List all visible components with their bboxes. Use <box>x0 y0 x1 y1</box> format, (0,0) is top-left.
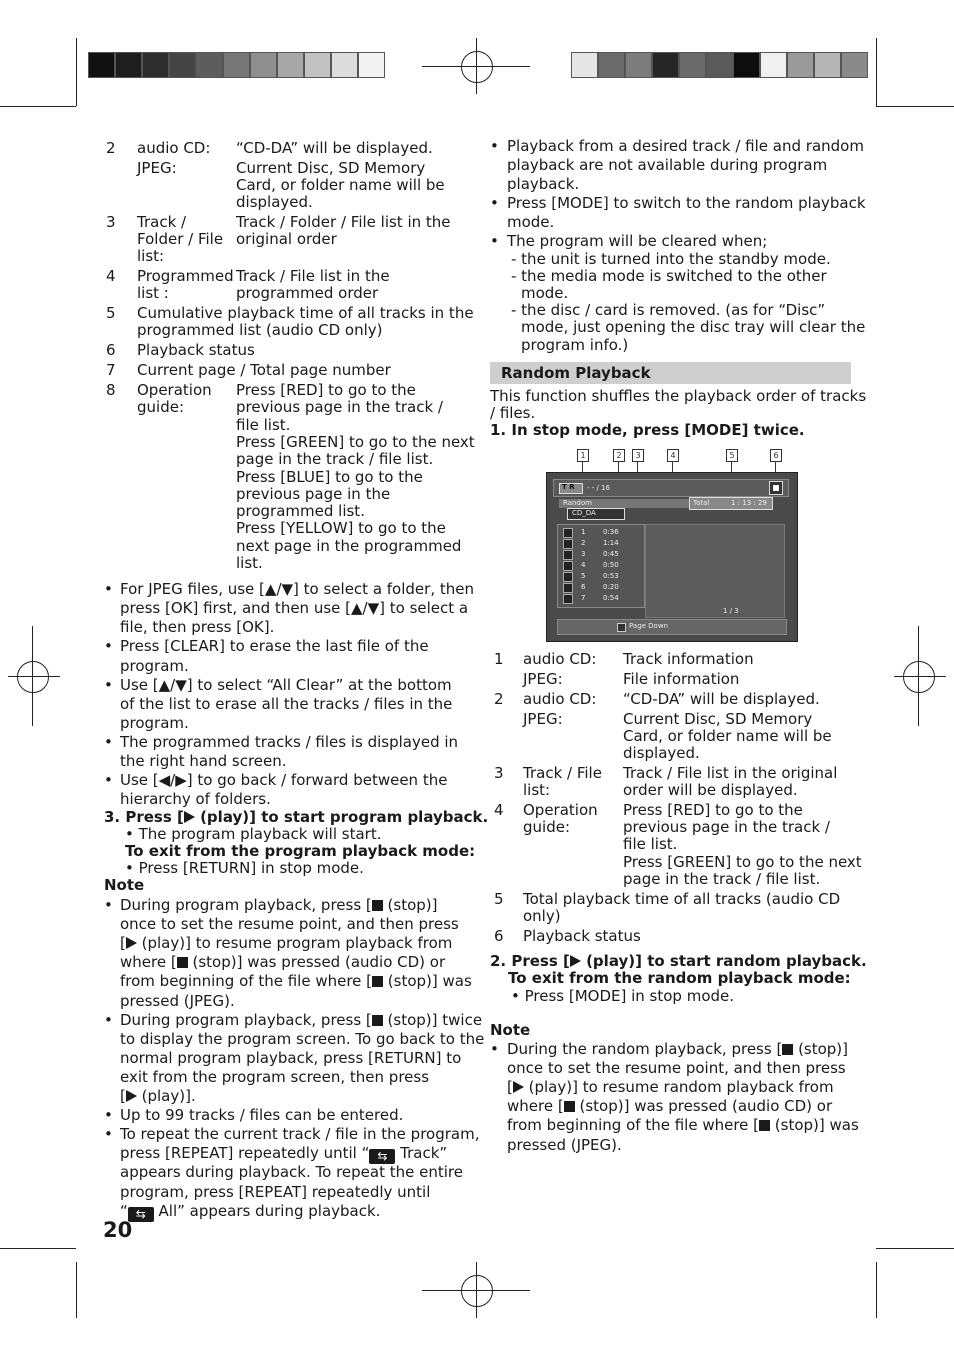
note-text: pressed (JPEG). <box>507 1135 622 1154</box>
note-text: During the random playback, press [ <box>507 1040 783 1058</box>
osd-screen <box>546 472 798 642</box>
registration-mark <box>461 1275 493 1307</box>
note-text: (play)]. <box>136 1087 196 1105</box>
stop-icon <box>564 1101 575 1112</box>
bullet-text: - the unit is turned into the standby mode. <box>511 250 831 268</box>
osd-page-down: Page Down <box>629 622 669 630</box>
color-swatch <box>787 52 814 78</box>
exit-random-title: To exit from the random playback mode: <box>508 969 851 987</box>
list-term: JPEG: <box>137 159 177 177</box>
color-swatch <box>652 52 679 78</box>
list-desc: Card, or folder name will be <box>623 727 832 745</box>
list-text: Playback status <box>137 341 255 359</box>
crop-mark <box>0 1248 76 1249</box>
osd-track-time: 0:53 <box>603 572 619 580</box>
intro-text: / files. <box>490 404 536 422</box>
section-title: Random Playback <box>501 364 651 382</box>
bullet-text: The programmed tracks / files is displayed in <box>120 733 459 751</box>
repeat-icon: ⇆ <box>369 1149 395 1164</box>
list-desc: Press [BLUE] to go to the <box>236 467 423 486</box>
list-desc: Press [GREEN] to go to the next <box>623 853 862 871</box>
stop-icon <box>773 485 779 491</box>
color-swatch <box>88 52 115 78</box>
track-icon <box>563 528 573 538</box>
list-term: list: <box>137 247 165 265</box>
stop-icon <box>372 900 383 911</box>
note-text: (stop)] was <box>770 1116 859 1135</box>
crop-mark <box>876 1248 954 1249</box>
color-swatch <box>625 52 652 78</box>
note-line <box>120 1106 403 1124</box>
track-icon <box>563 583 573 593</box>
list-term: Folder / File <box>137 230 224 248</box>
list-desc: “CD-DA” will be displayed. <box>236 139 433 157</box>
bullet-text: file, then press [OK]. <box>120 618 275 636</box>
list-desc: File information <box>623 670 740 688</box>
exit-program-title: To exit from the program playback mode: <box>125 842 476 860</box>
color-swatch <box>706 52 733 78</box>
bullet: • <box>104 580 113 598</box>
note-text: During program playback, press [ <box>120 896 372 914</box>
note-text: (play)] to resume random playback from <box>523 1078 834 1097</box>
note-text: press [REPEAT] repeatedly until “ <box>120 1144 370 1163</box>
list-desc: programmed list. <box>236 502 365 521</box>
osd-track-time: 0:50 <box>603 561 619 569</box>
bullet-text: program. <box>120 657 189 675</box>
note-line <box>120 953 445 971</box>
list-text: Current page / Total page number <box>137 361 391 379</box>
note-text: [ <box>120 1087 126 1105</box>
list-number: 4 <box>494 801 504 819</box>
stop-icon <box>372 976 383 987</box>
osd-track-time: 0:54 <box>603 594 619 602</box>
osd-media-label: CD_DA <box>572 509 596 517</box>
note-text: to display the program screen. To go back to the <box>120 1029 485 1048</box>
list-term: Track / <box>137 213 187 231</box>
note-text: [ <box>120 934 126 953</box>
bullet-text: of the list to erase all the tracks / files in the <box>120 695 453 713</box>
note-line <box>507 1136 622 1154</box>
bullet-text: Press [MODE] to switch to the random playback <box>507 194 866 212</box>
list-number: 8 <box>106 381 116 399</box>
note-line <box>120 1144 447 1164</box>
note-line <box>507 1078 834 1096</box>
bullet: • <box>104 771 113 789</box>
list-term: guide: <box>137 398 184 416</box>
bullet: • <box>104 733 113 751</box>
note-text: pressed (JPEG). <box>120 991 235 1010</box>
osd-callout-number: 3 <box>632 449 644 462</box>
list-desc: Press [GREEN] to go to the next <box>236 432 475 451</box>
bullet-text: Use [▲/▼] to select “All Clear” at the bottom <box>120 676 452 694</box>
bullet: • <box>490 194 499 212</box>
color-swatch <box>841 52 868 78</box>
list-desc: next page in the programmed <box>236 536 462 555</box>
note-line <box>120 1183 430 1201</box>
bullet: • <box>490 1040 499 1058</box>
osd-footer-bar <box>557 619 787 635</box>
note-text: where [ <box>507 1097 564 1116</box>
track-icon <box>563 561 573 571</box>
note-text: Track” <box>395 1144 448 1163</box>
note-line <box>120 1125 479 1143</box>
color-swatch <box>250 52 277 78</box>
note-line <box>120 992 235 1010</box>
note-text: (stop)] <box>382 896 438 914</box>
list-desc: Track / File list in the original <box>623 764 838 782</box>
note-text: (play)] to resume program playback from <box>136 934 453 953</box>
note-line <box>120 896 438 914</box>
osd-track-time: 0:45 <box>603 550 619 558</box>
note-line <box>120 1202 380 1222</box>
track-icon <box>563 594 573 604</box>
list-desc: Current Disc, SD Memory <box>236 159 426 177</box>
note-text: exit from the program screen, then press <box>120 1067 430 1086</box>
list-desc: previous page in the <box>236 484 391 503</box>
color-swatch <box>679 52 706 78</box>
list-desc: Track information <box>623 650 754 668</box>
crop-mark <box>876 38 877 106</box>
note-text: (stop)] was <box>383 972 472 991</box>
list-desc: page in the track / file list. <box>623 870 821 888</box>
list-desc: “CD-DA” will be displayed. <box>623 690 820 708</box>
crop-mark <box>876 106 954 107</box>
note-text: where [ <box>120 953 177 972</box>
bullet-text: The program will be cleared when; <box>507 232 768 250</box>
play-icon <box>184 811 195 823</box>
bullet: • <box>104 1125 113 1144</box>
list-desc: Press [RED] to go to the <box>236 381 416 399</box>
list-text: programmed list (audio CD only) <box>137 321 383 339</box>
bullet: • <box>490 232 499 250</box>
note-text: “ <box>120 1201 128 1220</box>
list-number: 2 <box>494 690 504 708</box>
note-line <box>120 1011 482 1029</box>
osd-track-number: 2 <box>581 539 586 547</box>
color-swatch <box>142 52 169 78</box>
color-swatch <box>304 52 331 78</box>
list-term: list: <box>523 781 551 799</box>
list-number: 1 <box>494 650 504 668</box>
osd-callout-number: 2 <box>613 449 625 462</box>
play-icon <box>126 1090 137 1102</box>
list-number: 3 <box>106 213 116 231</box>
list-text: Cumulative playback time of all tracks in the <box>137 304 474 322</box>
intro-text: This function shuffles the playback order of tracks <box>490 387 867 405</box>
list-desc: displayed. <box>236 193 313 211</box>
osd-counter: - - / 16 <box>587 484 610 492</box>
repeat-icon: ⇆ <box>128 1207 154 1222</box>
bullet-text: mode. <box>521 284 569 302</box>
list-desc: Current Disc, SD Memory <box>623 710 813 728</box>
note-line <box>120 915 459 933</box>
note-line <box>120 1087 196 1105</box>
list-number: 7 <box>106 361 116 379</box>
osd-track-number: 4 <box>581 561 586 569</box>
stop-icon <box>177 957 188 968</box>
track-icon <box>563 539 573 549</box>
osd-callout-number: 6 <box>770 449 782 462</box>
crop-mark <box>76 1262 77 1318</box>
list-term: JPEG: <box>523 670 563 688</box>
color-swatch <box>598 52 625 78</box>
stop-icon <box>782 1044 793 1055</box>
list-desc: Card, or folder name will be <box>236 176 445 194</box>
list-term: Operation <box>523 801 598 819</box>
note-line <box>120 1163 463 1181</box>
note-title: Note <box>104 876 145 894</box>
play-icon <box>570 955 581 967</box>
list-desc: order will be displayed. <box>623 781 798 799</box>
bullet-text: program. <box>120 714 189 732</box>
note-line <box>120 1030 484 1048</box>
list-term: Programmed <box>137 267 234 285</box>
list-term: Operation <box>137 381 212 399</box>
list-desc: previous page in the track / <box>623 818 830 836</box>
color-swatch <box>733 52 760 78</box>
note-line <box>507 1040 848 1058</box>
list-desc: Track / File list in the <box>236 267 390 285</box>
crop-mark <box>0 106 76 107</box>
note-text: (stop)] was pressed (audio CD) or <box>574 1097 833 1116</box>
note-text: once to set the resume point, and then press <box>507 1059 846 1078</box>
bullet-text: program info.) <box>521 336 629 354</box>
bullet: • <box>490 137 499 155</box>
osd-badge-text: T R <box>562 483 575 491</box>
osd-track-number: 5 <box>581 572 586 580</box>
note-line <box>120 1068 429 1086</box>
bullet-text: Press [CLEAR] to erase the last file of the <box>120 637 429 655</box>
list-desc: original order <box>236 230 337 248</box>
registration-mark <box>903 661 935 693</box>
exit-random-sub: • Press [MODE] in stop mode. <box>511 987 735 1005</box>
list-number: 5 <box>494 890 504 908</box>
note-text: from beginning of the file where [ <box>120 972 373 991</box>
color-swatch <box>760 52 787 78</box>
list-desc: file list. <box>236 415 291 434</box>
color-swatch <box>169 52 196 78</box>
list-text: Total playback time of all tracks (audio CD <box>523 890 841 908</box>
bullet: • <box>104 1106 113 1125</box>
stop-icon <box>759 1120 770 1131</box>
list-desc: file list. <box>623 835 678 853</box>
osd-track-time: 1:14 <box>603 539 619 547</box>
list-term: JPEG: <box>523 710 563 728</box>
bullet-text: For JPEG files, use [▲/▼] to select a folder, then <box>120 580 474 598</box>
color-swatch <box>571 52 598 78</box>
note-line <box>507 1097 832 1115</box>
step3-heading: 3. Press [ (play)] to start program playback. <box>104 808 489 826</box>
bullet-text: - the media mode is switched to the other <box>511 267 827 285</box>
bullet-text: - the disc / card is removed. (as for “Disc” <box>511 301 826 319</box>
bullet: • <box>104 637 113 655</box>
note-text: During program playback, press [ <box>120 1010 372 1029</box>
list-number: 5 <box>106 304 116 322</box>
osd-page-counter: 1 / 3 <box>723 607 739 615</box>
registration-mark <box>461 51 493 83</box>
list-term: audio CD: <box>137 139 211 157</box>
step1-heading: 1. In stop mode, press [MODE] twice. <box>490 421 805 439</box>
osd-mode-label: Random <box>563 499 592 507</box>
list-desc: displayed. <box>623 744 700 762</box>
note-text: To repeat the current track / file in the program, <box>120 1125 480 1144</box>
osd-total-time: 1 : 13 : 29 <box>731 499 767 507</box>
list-text: only) <box>523 907 561 925</box>
list-term: guide: <box>523 818 570 836</box>
note-text: (stop)] twice <box>382 1010 483 1029</box>
bullet-text: Use [◀/▶] to go back / forward between the <box>120 771 448 789</box>
list-text: Playback status <box>523 927 641 945</box>
track-icon <box>563 572 573 582</box>
list-desc: programmed order <box>236 284 379 302</box>
osd-track-time: 0:36 <box>603 528 619 536</box>
list-number: 4 <box>106 267 116 285</box>
osd-right-pane <box>645 524 785 618</box>
color-swatch <box>115 52 142 78</box>
list-term: audio CD: <box>523 650 597 668</box>
list-number: 3 <box>494 764 504 782</box>
osd-track-number: 1 <box>581 528 586 536</box>
osd-callout-number: 5 <box>726 449 738 462</box>
osd-track-time: 0:20 <box>603 583 619 591</box>
note-text: Up to 99 tracks / files can be entered. <box>120 1106 404 1125</box>
bullet-text: Playback from a desired track / file and random <box>507 137 864 155</box>
list-number: 6 <box>494 927 504 945</box>
list-desc: Press [YELLOW] to go to the <box>236 519 446 538</box>
note-line <box>507 1059 846 1077</box>
exit-program-sub: • Press [RETURN] in stop mode. <box>125 859 364 877</box>
color-swatch <box>223 52 250 78</box>
osd-track-number: 3 <box>581 550 586 558</box>
list-desc: previous page in the track / <box>236 398 443 417</box>
osd-total-label: Total <box>693 499 710 507</box>
note-title: Note <box>490 1021 531 1039</box>
note-text: program, press [REPEAT] repeatedly until <box>120 1182 431 1201</box>
color-key-icon <box>617 623 626 632</box>
list-desc: Press [RED] to go to the <box>623 801 803 819</box>
osd-callout-number: 1 <box>577 449 589 462</box>
note-text: once to set the resume point, and then press <box>120 915 459 934</box>
list-number: 6 <box>106 341 116 359</box>
step2-heading: 2. Press [ (play)] to start random playback. <box>490 952 867 970</box>
stop-icon <box>372 1015 383 1026</box>
osd-track-number: 6 <box>581 583 586 591</box>
bullet-text: playback are not available during program <box>507 156 828 174</box>
list-term: audio CD: <box>523 690 597 708</box>
note-line <box>120 934 452 952</box>
play-icon <box>126 937 137 949</box>
registration-mark <box>17 661 49 693</box>
bullet: • <box>104 1010 113 1029</box>
list-term: list : <box>137 284 169 302</box>
step3-sub: • The program playback will start. <box>125 825 382 843</box>
list-desc: list. <box>236 554 263 572</box>
note-text: from beginning of the file where [ <box>507 1116 760 1135</box>
list-term: Track / File <box>523 764 602 782</box>
track-icon <box>563 550 573 560</box>
note-text: appears during playback. To repeat the entire <box>120 1163 463 1182</box>
play-icon <box>513 1081 524 1093</box>
color-swatch <box>196 52 223 78</box>
note-line <box>120 1049 461 1067</box>
note-line <box>507 1116 859 1134</box>
bullet-text: mode. <box>507 213 555 231</box>
list-desc: Track / Folder / File list in the <box>236 213 451 231</box>
crop-mark <box>76 38 77 106</box>
note-text: (stop)] <box>793 1040 849 1058</box>
bullet-text: the right hand screen. <box>120 752 287 770</box>
list-number: 2 <box>106 139 116 157</box>
bullet: • <box>104 676 113 694</box>
list-desc: page in the track / file list. <box>236 450 434 469</box>
color-swatch <box>331 52 358 78</box>
osd-status-box <box>769 481 783 495</box>
osd-track-number: 7 <box>581 594 586 602</box>
note-text: All” appears during playback. <box>153 1201 381 1220</box>
bullet-text: mode, just opening the disc tray will clear the <box>521 318 866 336</box>
bullet-text: playback. <box>507 175 580 193</box>
bullet-text: press [OK] first, and then use [▲/▼] to select a <box>120 599 469 617</box>
note-text: (stop)] was pressed (audio CD) or <box>187 953 446 972</box>
bullet: • <box>104 896 113 914</box>
color-swatch <box>358 52 385 78</box>
note-text: normal program playback, press [RETURN] to <box>120 1048 462 1067</box>
color-swatch <box>277 52 304 78</box>
note-text: [ <box>507 1078 513 1097</box>
osd-callout-number: 4 <box>667 449 679 462</box>
page-number: 20 <box>103 1218 133 1242</box>
crop-mark <box>876 1262 877 1318</box>
note-line <box>120 972 472 990</box>
bullet-text: hierarchy of folders. <box>120 790 271 808</box>
color-swatch <box>814 52 841 78</box>
